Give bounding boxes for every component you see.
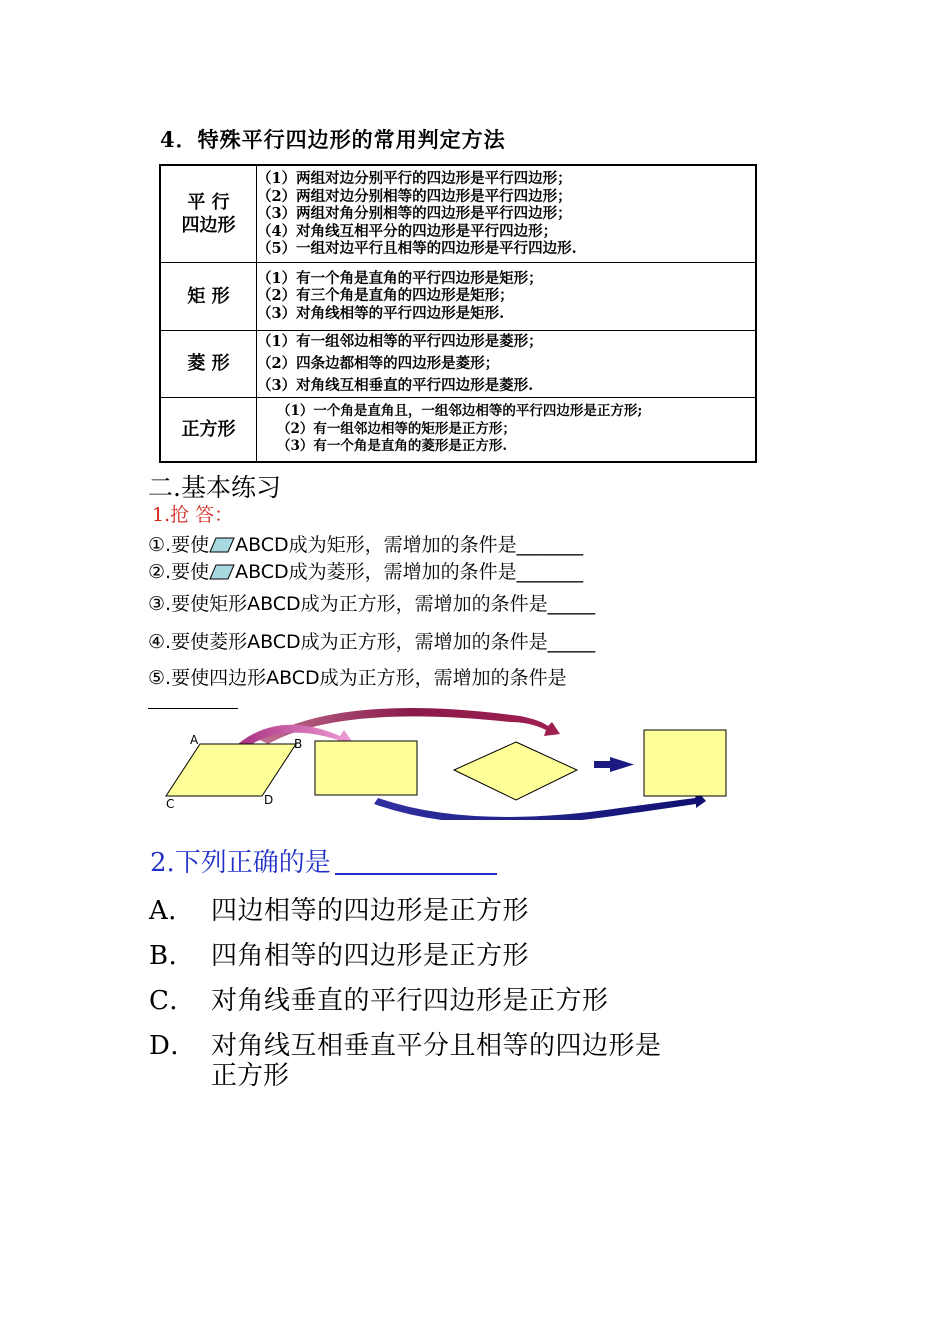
option-c[interactable] bbox=[149, 980, 609, 1017]
table-row bbox=[160, 262, 756, 330]
vertex-label-a: A bbox=[190, 733, 199, 747]
option-letter: B． bbox=[149, 941, 196, 971]
option-letter: A． bbox=[149, 896, 195, 926]
rule-item: （1）两组对边分别平行的四边形是平行四边形； bbox=[257, 170, 572, 187]
category-rectangle: 矩 形 bbox=[160, 262, 257, 330]
category-parallelogram: 平 行 四边形 bbox=[160, 165, 257, 262]
vertex-label-d: D bbox=[264, 793, 274, 807]
option-text: 四角相等的四边形是正方形 bbox=[211, 941, 530, 971]
option-text: 对角线互相垂直平分且相等的四边形是 bbox=[211, 1031, 662, 1061]
vertex-label-c: C bbox=[166, 797, 175, 811]
option-letter: C． bbox=[149, 986, 196, 1016]
rule-item: （2）有一组邻边相等的矩形是正方形； bbox=[277, 420, 516, 437]
table-row bbox=[160, 165, 756, 262]
rule-item: （2）两组对边分别相等的四边形是平行四边形； bbox=[257, 187, 572, 205]
question-3: ③.要使矩形ABCD成为正方形，需增加的条件是_____ bbox=[148, 593, 596, 615]
question-5: ⑤.要使四边形ABCD成为正方形，需增加的条件是 bbox=[148, 667, 567, 689]
rule-item: （5）一组对边平行且相等的四边形是平行四边形. bbox=[257, 240, 577, 257]
rule-item: （2）有三个角是直角的四边形是矩形； bbox=[257, 287, 514, 305]
question-text: ABCD成为菱形，需增加的条件是_______ bbox=[235, 561, 584, 583]
rectangle-shape bbox=[315, 741, 417, 795]
question-4: ④.要使菱形ABCD成为正方形，需增加的条件是_____ bbox=[148, 631, 596, 653]
question-1 bbox=[148, 530, 583, 557]
rule-item: （1）有一组邻边相等的平行四边形是菱形； bbox=[257, 332, 543, 350]
option-text: 四边相等的四边形是正方形 bbox=[211, 896, 530, 926]
parallelogram-icon bbox=[209, 537, 235, 553]
option-text: 对角线垂直的平行四边形是正方形 bbox=[211, 986, 609, 1016]
rules-rectangle bbox=[257, 262, 757, 330]
question-text: ABCD成为矩形，需增加的条件是_______ bbox=[235, 534, 584, 556]
table-row bbox=[160, 397, 756, 462]
rule-item: （3）两组对角分别相等的四边形是平行四边形； bbox=[257, 205, 572, 222]
category-square: 正方形 bbox=[160, 397, 257, 462]
rules-square bbox=[257, 397, 757, 462]
option-d-continued: 正方形 bbox=[211, 1061, 290, 1091]
rhombus-shape bbox=[454, 742, 577, 800]
option-a[interactable] bbox=[149, 890, 529, 927]
rule-item: （2）四条边都相等的四边形是菱形； bbox=[257, 354, 500, 372]
rule-item: （3）对角线互相垂直的平行四边形是菱形. bbox=[257, 376, 534, 394]
question-prefix: ②.要使 bbox=[148, 561, 210, 583]
question-2 bbox=[148, 557, 583, 584]
rules-rhombus bbox=[257, 330, 757, 397]
parallelogram-shape bbox=[166, 744, 296, 796]
rule-item: （4）对角线互相平分的四边形是平行四边形； bbox=[257, 222, 558, 240]
parallelogram-icon bbox=[209, 564, 235, 580]
option-b[interactable] bbox=[149, 935, 529, 972]
table-row bbox=[160, 330, 756, 397]
question-2-text: 2.下列正确的是 bbox=[150, 848, 331, 878]
option-letter: D． bbox=[149, 1031, 197, 1061]
rule-item: （3）有一个角是直角的菱形是正方形. bbox=[277, 438, 508, 454]
rule-item: （1）一个角是直角且，一组邻边相等的平行四边形是正方形; bbox=[277, 403, 643, 419]
straight-arrow-shaft bbox=[594, 761, 610, 768]
rule-item: （1）有一个角是直角的平行四边形是矩形； bbox=[257, 269, 543, 287]
category-rhombus: 菱 形 bbox=[160, 330, 257, 397]
rules-parallelogram bbox=[257, 165, 757, 262]
practice-title: 二.基本练习 bbox=[148, 473, 281, 502]
shape-transformation-diagram bbox=[150, 700, 770, 820]
section-title: 4．特殊平行四边形的常用判定方法 bbox=[160, 127, 506, 152]
answer-blank[interactable] bbox=[335, 847, 497, 875]
vertex-label-b: B bbox=[294, 737, 303, 751]
straight-arrow-head bbox=[610, 757, 634, 772]
question-prefix: ①.要使 bbox=[148, 534, 210, 556]
question-2-prompt bbox=[150, 842, 497, 879]
judgment-methods-table bbox=[159, 164, 757, 463]
square-shape bbox=[644, 730, 726, 796]
rule-item: （3）对角线相等的平行四边形是矩形. bbox=[257, 304, 505, 322]
quick-answer-label: 1.抢 答： bbox=[152, 504, 234, 526]
